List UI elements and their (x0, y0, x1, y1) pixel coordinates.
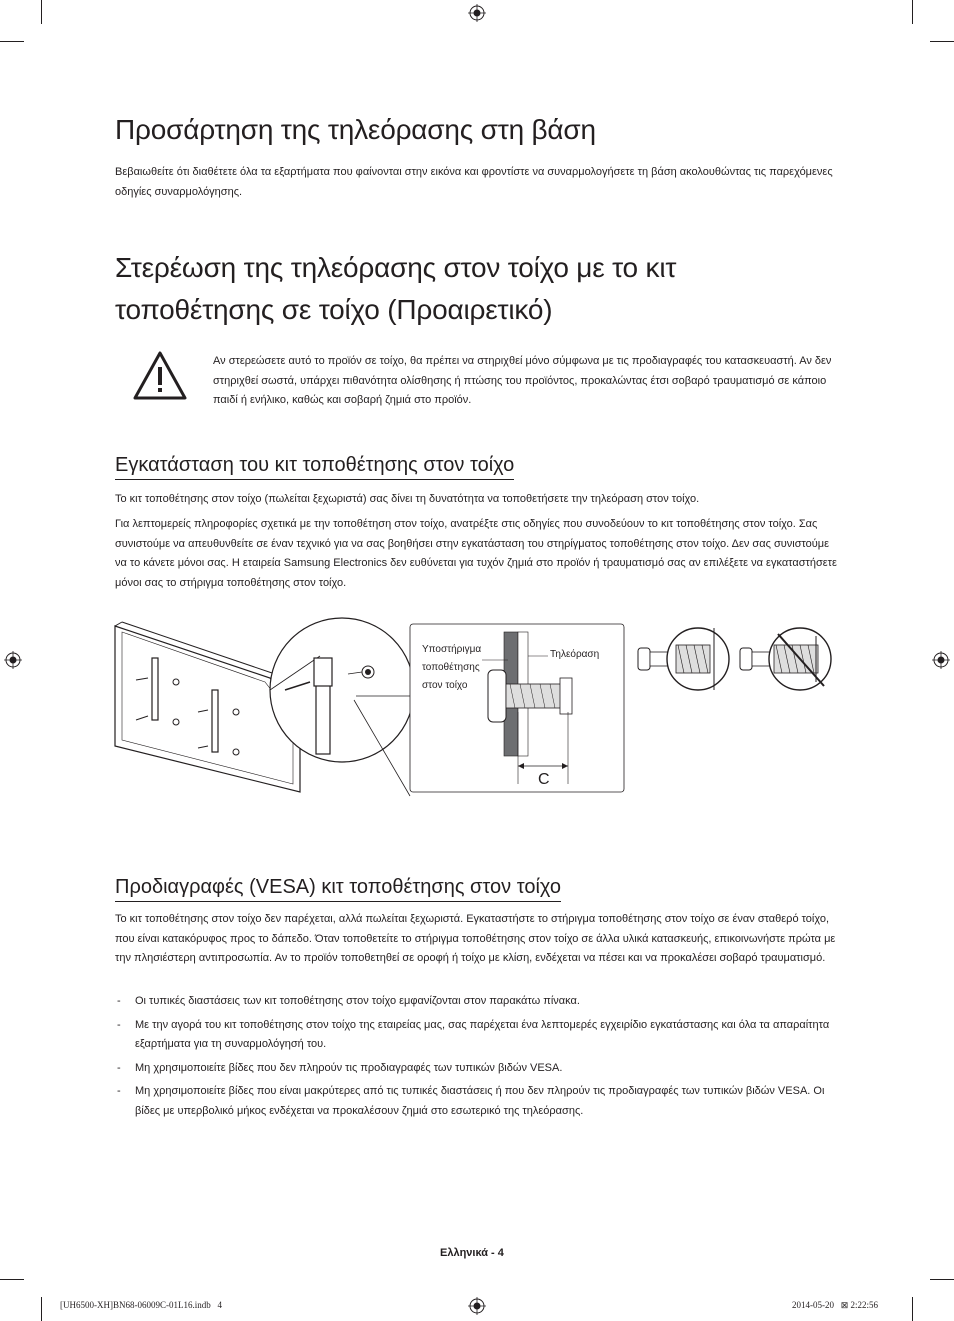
registration-mark-icon (932, 651, 950, 669)
crop-mark (930, 41, 954, 42)
wall-mount-diagram (110, 616, 840, 798)
wall-section-title-line2: τοποθέτησης σε τοίχο (Προαιρετικό) (115, 294, 553, 325)
footer-file-name: [UH6500-XH]BN68-06009C-01L16.indb 4 (60, 1300, 222, 1310)
registration-mark-icon (4, 651, 22, 669)
install-paragraph-1: Το κιτ τοποθέτησης στον τοίχο (πωλείται ξεχωριστά) σας δίνει τη δυνατότητα να τοποθετήσετε την τηλεόραση στον τοίχο. (115, 493, 700, 505)
incorrect-screw-illustration (740, 628, 831, 690)
registration-mark-icon (468, 1297, 486, 1315)
crop-mark (41, 1297, 42, 1321)
label-wall-bracket-1: Υποστήριγμα (422, 644, 482, 655)
label-wall-bracket-2: τοποθέτησης (422, 662, 480, 673)
stand-section-body: Βεβαιωθείτε ότι διαθέτετε όλα τα εξαρτήματα που φαίνονται στην εικόνα και φροντίστε να συναρμολογήσετε τη βάση ακολουθώντας τις παρεχόμενες οδηγίες συναρμολόγησης. (115, 166, 833, 198)
stand-section-title: Προσάρτηση της τηλεόρασης στη βάση (115, 114, 596, 145)
zoom-detail-circle (270, 618, 414, 762)
vesa-section-title: Προδιαγραφές (VESA) κιτ τοποθέτησης στον τοίχο (115, 876, 561, 902)
list-item: - Με την αγορά του κιτ τοποθέτησης στον τοίχο της εταιρείας μας, σας παρέχεται ένα λεπτομερές εγχειρίδιο εγκατάστασης και όλα τα απαραίτητα εξαρτήματα για τη συναρμολόγησή του. (115, 1016, 840, 1055)
crop-mark (912, 0, 913, 24)
correct-screw-illustration (638, 628, 729, 690)
list-item: - Οι τυπικές διαστάσεις των κιτ τοποθέτησης στον τοίχο εμφανίζονται στον παρακάτω πίνακα. (115, 992, 840, 1012)
label-c: C (538, 771, 550, 788)
crop-mark (0, 41, 24, 42)
crop-mark (930, 1279, 954, 1280)
vesa-bullet-list (115, 992, 840, 1125)
label-wall-bracket-3: στον τοίχο (422, 680, 468, 691)
registration-mark-icon (468, 4, 486, 22)
vesa-section-body: Το κιτ τοποθέτησης στον τοίχο δεν παρέχεται, αλλά πωλείται ξεχωριστά. Εγκαταστήστε το στήριγμα τοποθέτησης στον τοίχο σε έναν σταθερό τοίχο, που είναι κατακόρυφος προς το δάπεδο. Όταν τοποθετείτε το στήριγμα τοποθέτησης στον τοίχο σε άλλα υλικά κατασκευής, επικοινωνήστε πρώτα με την πλησιέστερη αντιπροσωπία. Αν το προϊόν τοποθετηθεί σε οροφή ή τοίχο με κλίση, ενδέχεται να πέσει και να προκαλέσει σοβαρό τραυματισμό. (115, 913, 836, 964)
wall-section-title-line1: Στερέωση της τηλεόρασης στον τοίχο με το κιτ (115, 252, 677, 283)
wall-warning-text: Αν στερεώσετε αυτό το προϊόν σε τοίχο, θα πρέπει να στηριχθεί μόνο σύμφωνα με τις προδιαγραφές του κατασκευαστή. Αν δεν στηριχθεί σωστά, υπάρχει πιθανότητα ολίσθησης ή πτώσης του προϊόντος, προκαλώντας έτσι σοβαρό τραυματισμό σε κάποιο παιδί ή ενήλικο, καθώς και σοβαρή ζημιά στο προϊόν. (213, 355, 832, 406)
crop-mark (41, 0, 42, 24)
install-section-title: Εγκατάσταση του κιτ τοποθέτησης στον τοίχο (115, 454, 514, 480)
crop-mark (912, 1297, 913, 1321)
list-item: - Μη χρησιμοποιείτε βίδες που είναι μακρύτερες από τις τυπικές διαστάσεις ή που δεν πληρούν τις προδιαγραφές των τυπικών βιδών VESA. Οι βίδες με υπερβολικό μήκος ενδέχεται να προκαλέσουν ζημιά στο εσωτερικό της τηλεόρασης. (115, 1082, 840, 1121)
page-number: Ελληνικά - 4 (440, 1247, 504, 1259)
warning-triangle-icon (132, 350, 188, 402)
crop-mark (0, 1279, 24, 1280)
label-tv: Τηλεόραση (550, 649, 600, 660)
list-item: - Μη χρησιμοποιείτε βίδες που δεν πληρούν τις προδιαγραφές των τυπικών βιδών VESA. (115, 1059, 840, 1079)
install-paragraph-2: Για λεπτομερείς πληροφορίες σχετικά με την τοποθέτηση στον τοίχο, ανατρέξτε στις οδηγίες που συνοδεύουν το κιτ τοποθέτησης στον τοίχο. Σας συνιστούμε να απευθυνθείτε σε έναν τεχνικό για να σας βοηθήσει στην εγκατάσταση του στηρίγματος τοποθέτησης στον τοίχο. Δεν σας συνιστούμε να το κάνετε μόνοι σας. Η εταιρεία Samsung Electronics δεν ευθύνεται για τυχόν ζημιά στο προϊόν ή τραυματισμό σας αν επιλέξετε να εγκαταστήσετε μόνοι σας το στήριγμα τοποθέτησης στον τοίχο. (115, 518, 837, 589)
footer-timestamp: 2014-05-20 ⊠ 2:22:56 (792, 1300, 879, 1310)
cross-section-box (410, 624, 624, 792)
